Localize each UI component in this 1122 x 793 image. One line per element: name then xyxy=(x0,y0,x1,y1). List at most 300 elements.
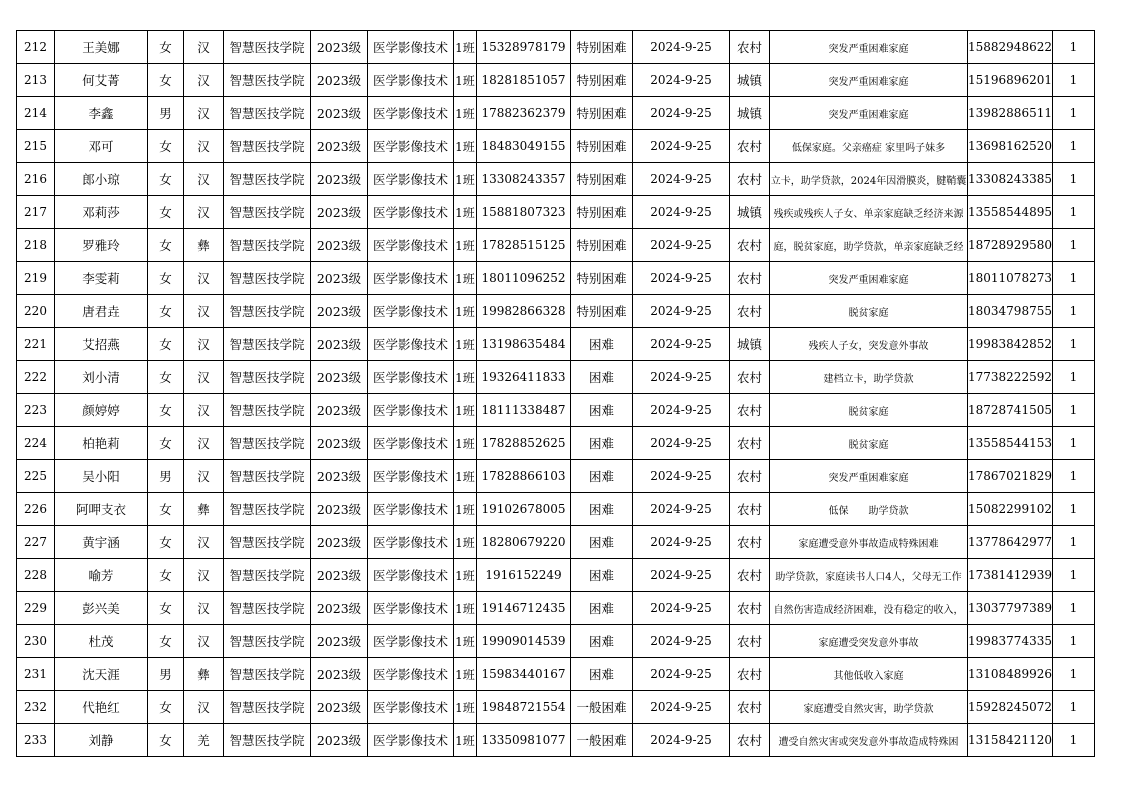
cell-name: 邓可 xyxy=(55,130,148,163)
cell-grade: 2023级 xyxy=(311,625,368,658)
cell-count: 1 xyxy=(1053,130,1095,163)
cell-contact-phone: 15082299102 xyxy=(968,493,1053,526)
cell-contact-phone: 19983774335 xyxy=(968,625,1053,658)
cell-difficulty-level: 困难 xyxy=(571,493,633,526)
cell-ethnicity: 彝 xyxy=(184,658,224,691)
cell-name: 何艾菁 xyxy=(55,64,148,97)
cell-name: 郎小琼 xyxy=(55,163,148,196)
cell-contact-phone: 17738222592 xyxy=(968,361,1053,394)
cell-class: 1班 xyxy=(454,64,477,97)
cell-count: 1 xyxy=(1053,592,1095,625)
cell-reason: 突发严重困难家庭 xyxy=(770,460,968,493)
cell-date: 2024-9-25 xyxy=(633,130,730,163)
cell-contact-phone: 13778642977 xyxy=(968,526,1053,559)
table-row xyxy=(17,460,1095,493)
table-row xyxy=(17,658,1095,691)
cell-count: 1 xyxy=(1053,31,1095,64)
cell-class: 1班 xyxy=(454,31,477,64)
cell-reason: 残疾或残疾人子女、单亲家庭缺乏经济来源 xyxy=(770,196,968,229)
cell-date: 2024-9-25 xyxy=(633,328,730,361)
cell-name: 代艳红 xyxy=(55,691,148,724)
cell-college: 智慧医技学院 xyxy=(224,64,311,97)
cell-name: 黄宇涵 xyxy=(55,526,148,559)
cell-name: 杜茂 xyxy=(55,625,148,658)
cell-name: 艾招燕 xyxy=(55,328,148,361)
table-row xyxy=(17,262,1095,295)
cell-row-number: 217 xyxy=(17,196,55,229)
cell-phone: 19146712435 xyxy=(477,592,571,625)
cell-residence: 城镇 xyxy=(730,64,770,97)
table-body xyxy=(17,31,1095,757)
cell-gender: 女 xyxy=(148,262,184,295)
cell-college: 智慧医技学院 xyxy=(224,196,311,229)
cell-gender: 女 xyxy=(148,229,184,262)
cell-reason: 突发严重困难家庭 xyxy=(770,97,968,130)
cell-reason: 庭，脱贫家庭，助学贷款，单亲家庭缺乏经 xyxy=(770,229,968,262)
cell-grade: 2023级 xyxy=(311,658,368,691)
cell-phone: 17828852625 xyxy=(477,427,571,460)
cell-gender: 女 xyxy=(148,163,184,196)
cell-gender: 女 xyxy=(148,427,184,460)
cell-row-number: 215 xyxy=(17,130,55,163)
cell-date: 2024-9-25 xyxy=(633,559,730,592)
cell-ethnicity: 汉 xyxy=(184,196,224,229)
cell-ethnicity: 汉 xyxy=(184,328,224,361)
cell-reason: 家庭遭受突发意外事故 xyxy=(770,625,968,658)
cell-name: 刘静 xyxy=(55,724,148,757)
cell-ethnicity: 汉 xyxy=(184,592,224,625)
cell-ethnicity: 彝 xyxy=(184,493,224,526)
cell-contact-phone: 13108489926 xyxy=(968,658,1053,691)
cell-reason: 建档立卡，助学贷款 xyxy=(770,361,968,394)
cell-gender: 女 xyxy=(148,196,184,229)
cell-ethnicity: 汉 xyxy=(184,691,224,724)
cell-difficulty-level: 特别困难 xyxy=(571,262,633,295)
cell-count: 1 xyxy=(1053,196,1095,229)
cell-ethnicity: 汉 xyxy=(184,559,224,592)
cell-gender: 男 xyxy=(148,658,184,691)
cell-college: 智慧医技学院 xyxy=(224,163,311,196)
cell-residence: 农村 xyxy=(730,658,770,691)
cell-difficulty-level: 特别困难 xyxy=(571,229,633,262)
cell-reason: 其他低收入家庭 xyxy=(770,658,968,691)
cell-difficulty-level: 困难 xyxy=(571,361,633,394)
cell-grade: 2023级 xyxy=(311,427,368,460)
cell-row-number: 228 xyxy=(17,559,55,592)
cell-date: 2024-9-25 xyxy=(633,262,730,295)
cell-date: 2024-9-25 xyxy=(633,724,730,757)
cell-residence: 农村 xyxy=(730,724,770,757)
cell-phone: 19848721554 xyxy=(477,691,571,724)
table-row xyxy=(17,427,1095,460)
cell-ethnicity: 汉 xyxy=(184,526,224,559)
cell-row-number: 212 xyxy=(17,31,55,64)
cell-phone: 18281851057 xyxy=(477,64,571,97)
cell-gender: 女 xyxy=(148,394,184,427)
cell-count: 1 xyxy=(1053,295,1095,328)
cell-class: 1班 xyxy=(454,295,477,328)
cell-difficulty-level: 一般困难 xyxy=(571,724,633,757)
cell-reason: 低保 助学贷款 xyxy=(770,493,968,526)
cell-contact-phone: 18728929580 xyxy=(968,229,1053,262)
cell-major: 医学影像技术 xyxy=(368,724,454,757)
cell-major: 医学影像技术 xyxy=(368,559,454,592)
cell-contact-phone: 18011078273 xyxy=(968,262,1053,295)
cell-contact-phone: 18034798755 xyxy=(968,295,1053,328)
cell-major: 医学影像技术 xyxy=(368,163,454,196)
cell-major: 医学影像技术 xyxy=(368,493,454,526)
cell-residence: 农村 xyxy=(730,262,770,295)
table-row xyxy=(17,229,1095,262)
cell-name: 李雯莉 xyxy=(55,262,148,295)
table-row xyxy=(17,163,1095,196)
cell-residence: 农村 xyxy=(730,31,770,64)
cell-contact-phone: 15882948622 xyxy=(968,31,1053,64)
cell-residence: 农村 xyxy=(730,130,770,163)
cell-phone: 19909014539 xyxy=(477,625,571,658)
cell-grade: 2023级 xyxy=(311,559,368,592)
cell-college: 智慧医技学院 xyxy=(224,361,311,394)
cell-college: 智慧医技学院 xyxy=(224,229,311,262)
cell-reason: 脱贫家庭 xyxy=(770,427,968,460)
cell-major: 医学影像技术 xyxy=(368,460,454,493)
cell-date: 2024-9-25 xyxy=(633,295,730,328)
cell-difficulty-level: 困难 xyxy=(571,559,633,592)
cell-grade: 2023级 xyxy=(311,394,368,427)
cell-class: 1班 xyxy=(454,625,477,658)
cell-residence: 农村 xyxy=(730,394,770,427)
cell-college: 智慧医技学院 xyxy=(224,493,311,526)
cell-ethnicity: 汉 xyxy=(184,163,224,196)
cell-college: 智慧医技学院 xyxy=(224,394,311,427)
cell-reason: 低保家庭。父亲癌症 家里吗子妹多 xyxy=(770,130,968,163)
table-row xyxy=(17,31,1095,64)
cell-college: 智慧医技学院 xyxy=(224,559,311,592)
cell-major: 医学影像技术 xyxy=(368,361,454,394)
cell-row-number: 220 xyxy=(17,295,55,328)
cell-class: 1班 xyxy=(454,691,477,724)
cell-ethnicity: 汉 xyxy=(184,361,224,394)
cell-ethnicity: 羌 xyxy=(184,724,224,757)
cell-reason: 自然伤害造成经济困难，没有稳定的收入， xyxy=(770,592,968,625)
cell-class: 1班 xyxy=(454,592,477,625)
cell-count: 1 xyxy=(1053,493,1095,526)
cell-date: 2024-9-25 xyxy=(633,64,730,97)
cell-difficulty-level: 困难 xyxy=(571,394,633,427)
cell-grade: 2023级 xyxy=(311,262,368,295)
cell-grade: 2023级 xyxy=(311,361,368,394)
cell-ethnicity: 汉 xyxy=(184,130,224,163)
cell-contact-phone: 13308243385 xyxy=(968,163,1053,196)
cell-class: 1班 xyxy=(454,394,477,427)
cell-residence: 农村 xyxy=(730,691,770,724)
cell-class: 1班 xyxy=(454,361,477,394)
cell-count: 1 xyxy=(1053,658,1095,691)
cell-difficulty-level: 特别困难 xyxy=(571,64,633,97)
cell-major: 医学影像技术 xyxy=(368,130,454,163)
cell-class: 1班 xyxy=(454,526,477,559)
cell-difficulty-level: 困难 xyxy=(571,526,633,559)
cell-date: 2024-9-25 xyxy=(633,592,730,625)
cell-college: 智慧医技学院 xyxy=(224,724,311,757)
table-row xyxy=(17,130,1095,163)
cell-date: 2024-9-25 xyxy=(633,460,730,493)
cell-ethnicity: 汉 xyxy=(184,625,224,658)
cell-ethnicity: 汉 xyxy=(184,295,224,328)
cell-residence: 农村 xyxy=(730,460,770,493)
cell-college: 智慧医技学院 xyxy=(224,97,311,130)
cell-count: 1 xyxy=(1053,526,1095,559)
cell-college: 智慧医技学院 xyxy=(224,460,311,493)
cell-grade: 2023级 xyxy=(311,229,368,262)
cell-reason: 家庭遭受自然灾害，助学贷款 xyxy=(770,691,968,724)
cell-name: 柏艳莉 xyxy=(55,427,148,460)
cell-phone: 17828866103 xyxy=(477,460,571,493)
cell-college: 智慧医技学院 xyxy=(224,625,311,658)
cell-grade: 2023级 xyxy=(311,328,368,361)
cell-residence: 农村 xyxy=(730,592,770,625)
cell-difficulty-level: 特别困难 xyxy=(571,295,633,328)
cell-date: 2024-9-25 xyxy=(633,97,730,130)
cell-major: 医学影像技术 xyxy=(368,427,454,460)
cell-ethnicity: 汉 xyxy=(184,394,224,427)
cell-class: 1班 xyxy=(454,262,477,295)
cell-count: 1 xyxy=(1053,691,1095,724)
cell-reason: 立卡，助学贷款，2024年因滑膜炎，腱鞘囊 xyxy=(770,163,968,196)
cell-count: 1 xyxy=(1053,262,1095,295)
cell-grade: 2023级 xyxy=(311,526,368,559)
cell-row-number: 225 xyxy=(17,460,55,493)
cell-class: 1班 xyxy=(454,328,477,361)
cell-class: 1班 xyxy=(454,460,477,493)
cell-name: 罗雅玲 xyxy=(55,229,148,262)
cell-contact-phone: 13982886511 xyxy=(968,97,1053,130)
cell-name: 喻芳 xyxy=(55,559,148,592)
student-aid-table xyxy=(16,30,1095,757)
table-row xyxy=(17,724,1095,757)
table-row xyxy=(17,196,1095,229)
cell-major: 医学影像技术 xyxy=(368,262,454,295)
cell-class: 1班 xyxy=(454,163,477,196)
cell-grade: 2023级 xyxy=(311,64,368,97)
cell-row-number: 231 xyxy=(17,658,55,691)
cell-count: 1 xyxy=(1053,97,1095,130)
cell-contact-phone: 15196896201 xyxy=(968,64,1053,97)
table-row xyxy=(17,559,1095,592)
table-row xyxy=(17,328,1095,361)
cell-phone: 18111338487 xyxy=(477,394,571,427)
cell-grade: 2023级 xyxy=(311,493,368,526)
cell-class: 1班 xyxy=(454,196,477,229)
cell-reason: 残疾人子女，突发意外事故 xyxy=(770,328,968,361)
cell-phone: 13198635484 xyxy=(477,328,571,361)
cell-gender: 女 xyxy=(148,625,184,658)
cell-grade: 2023级 xyxy=(311,97,368,130)
cell-phone: 15983440167 xyxy=(477,658,571,691)
cell-gender: 女 xyxy=(148,328,184,361)
cell-row-number: 213 xyxy=(17,64,55,97)
cell-contact-phone: 17867021829 xyxy=(968,460,1053,493)
cell-name: 邓莉莎 xyxy=(55,196,148,229)
cell-row-number: 222 xyxy=(17,361,55,394)
cell-phone: 18280679220 xyxy=(477,526,571,559)
cell-college: 智慧医技学院 xyxy=(224,658,311,691)
cell-gender: 男 xyxy=(148,97,184,130)
cell-reason: 突发严重困难家庭 xyxy=(770,64,968,97)
cell-name: 颜婷婷 xyxy=(55,394,148,427)
cell-difficulty-level: 特别困难 xyxy=(571,196,633,229)
cell-contact-phone: 13558544153 xyxy=(968,427,1053,460)
cell-residence: 农村 xyxy=(730,559,770,592)
cell-phone: 1916152249 xyxy=(477,559,571,592)
cell-class: 1班 xyxy=(454,658,477,691)
cell-phone: 18011096252 xyxy=(477,262,571,295)
cell-major: 医学影像技术 xyxy=(368,64,454,97)
cell-count: 1 xyxy=(1053,559,1095,592)
cell-residence: 农村 xyxy=(730,295,770,328)
cell-gender: 女 xyxy=(148,691,184,724)
cell-contact-phone: 19983842852 xyxy=(968,328,1053,361)
cell-reason: 突发严重困难家庭 xyxy=(770,262,968,295)
cell-class: 1班 xyxy=(454,724,477,757)
cell-count: 1 xyxy=(1053,427,1095,460)
cell-gender: 女 xyxy=(148,31,184,64)
cell-residence: 农村 xyxy=(730,361,770,394)
cell-date: 2024-9-25 xyxy=(633,427,730,460)
cell-date: 2024-9-25 xyxy=(633,691,730,724)
cell-class: 1班 xyxy=(454,229,477,262)
cell-count: 1 xyxy=(1053,394,1095,427)
cell-name: 阿呷支衣 xyxy=(55,493,148,526)
cell-ethnicity: 汉 xyxy=(184,97,224,130)
cell-ethnicity: 彝 xyxy=(184,229,224,262)
cell-difficulty-level: 特别困难 xyxy=(571,163,633,196)
cell-gender: 女 xyxy=(148,361,184,394)
cell-college: 智慧医技学院 xyxy=(224,526,311,559)
cell-class: 1班 xyxy=(454,493,477,526)
cell-ethnicity: 汉 xyxy=(184,31,224,64)
table-row xyxy=(17,625,1095,658)
cell-grade: 2023级 xyxy=(311,130,368,163)
cell-grade: 2023级 xyxy=(311,724,368,757)
cell-contact-phone: 15928245072 xyxy=(968,691,1053,724)
cell-grade: 2023级 xyxy=(311,196,368,229)
cell-college: 智慧医技学院 xyxy=(224,328,311,361)
cell-phone: 18483049155 xyxy=(477,130,571,163)
cell-contact-phone: 13037797389 xyxy=(968,592,1053,625)
cell-ethnicity: 汉 xyxy=(184,262,224,295)
cell-count: 1 xyxy=(1053,361,1095,394)
cell-row-number: 224 xyxy=(17,427,55,460)
cell-row-number: 227 xyxy=(17,526,55,559)
cell-residence: 农村 xyxy=(730,163,770,196)
cell-count: 1 xyxy=(1053,64,1095,97)
cell-gender: 女 xyxy=(148,64,184,97)
cell-college: 智慧医技学院 xyxy=(224,295,311,328)
cell-class: 1班 xyxy=(454,130,477,163)
cell-count: 1 xyxy=(1053,460,1095,493)
cell-college: 智慧医技学院 xyxy=(224,592,311,625)
cell-college: 智慧医技学院 xyxy=(224,130,311,163)
cell-residence: 城镇 xyxy=(730,328,770,361)
cell-college: 智慧医技学院 xyxy=(224,262,311,295)
cell-name: 唐君垚 xyxy=(55,295,148,328)
cell-difficulty-level: 困难 xyxy=(571,592,633,625)
cell-date: 2024-9-25 xyxy=(633,361,730,394)
cell-row-number: 214 xyxy=(17,97,55,130)
cell-class: 1班 xyxy=(454,97,477,130)
cell-phone: 19102678005 xyxy=(477,493,571,526)
cell-contact-phone: 13698162520 xyxy=(968,130,1053,163)
cell-date: 2024-9-25 xyxy=(633,658,730,691)
cell-major: 医学影像技术 xyxy=(368,526,454,559)
cell-major: 医学影像技术 xyxy=(368,691,454,724)
cell-phone: 15328978179 xyxy=(477,31,571,64)
cell-grade: 2023级 xyxy=(311,163,368,196)
cell-grade: 2023级 xyxy=(311,31,368,64)
cell-count: 1 xyxy=(1053,328,1095,361)
cell-major: 医学影像技术 xyxy=(368,394,454,427)
cell-row-number: 230 xyxy=(17,625,55,658)
cell-count: 1 xyxy=(1053,625,1095,658)
cell-row-number: 232 xyxy=(17,691,55,724)
cell-residence: 农村 xyxy=(730,493,770,526)
cell-class: 1班 xyxy=(454,427,477,460)
cell-class: 1班 xyxy=(454,559,477,592)
cell-reason: 家庭遭受意外事故造成特殊困难 xyxy=(770,526,968,559)
cell-contact-phone: 13158421120 xyxy=(968,724,1053,757)
cell-phone: 13350981077 xyxy=(477,724,571,757)
cell-major: 医学影像技术 xyxy=(368,658,454,691)
cell-difficulty-level: 特别困难 xyxy=(571,31,633,64)
cell-difficulty-level: 困难 xyxy=(571,625,633,658)
cell-row-number: 219 xyxy=(17,262,55,295)
cell-row-number: 223 xyxy=(17,394,55,427)
cell-major: 医学影像技术 xyxy=(368,196,454,229)
cell-name: 彭兴美 xyxy=(55,592,148,625)
cell-phone: 17828515125 xyxy=(477,229,571,262)
cell-gender: 女 xyxy=(148,724,184,757)
table-row xyxy=(17,394,1095,427)
cell-residence: 农村 xyxy=(730,427,770,460)
table-row xyxy=(17,97,1095,130)
cell-contact-phone: 18728741505 xyxy=(968,394,1053,427)
cell-ethnicity: 汉 xyxy=(184,460,224,493)
cell-difficulty-level: 困难 xyxy=(571,460,633,493)
cell-gender: 女 xyxy=(148,526,184,559)
cell-gender: 女 xyxy=(148,130,184,163)
cell-residence: 农村 xyxy=(730,625,770,658)
cell-count: 1 xyxy=(1053,163,1095,196)
table-row xyxy=(17,295,1095,328)
cell-grade: 2023级 xyxy=(311,295,368,328)
cell-count: 1 xyxy=(1053,724,1095,757)
cell-gender: 女 xyxy=(148,295,184,328)
cell-reason: 突发严重困难家庭 xyxy=(770,31,968,64)
table-row xyxy=(17,526,1095,559)
cell-reason: 脱贫家庭 xyxy=(770,394,968,427)
cell-row-number: 229 xyxy=(17,592,55,625)
cell-major: 医学影像技术 xyxy=(368,328,454,361)
cell-gender: 女 xyxy=(148,592,184,625)
cell-ethnicity: 汉 xyxy=(184,427,224,460)
cell-name: 李鑫 xyxy=(55,97,148,130)
cell-name: 王美娜 xyxy=(55,31,148,64)
cell-major: 医学影像技术 xyxy=(368,229,454,262)
cell-date: 2024-9-25 xyxy=(633,493,730,526)
cell-name: 刘小清 xyxy=(55,361,148,394)
table-row xyxy=(17,691,1095,724)
